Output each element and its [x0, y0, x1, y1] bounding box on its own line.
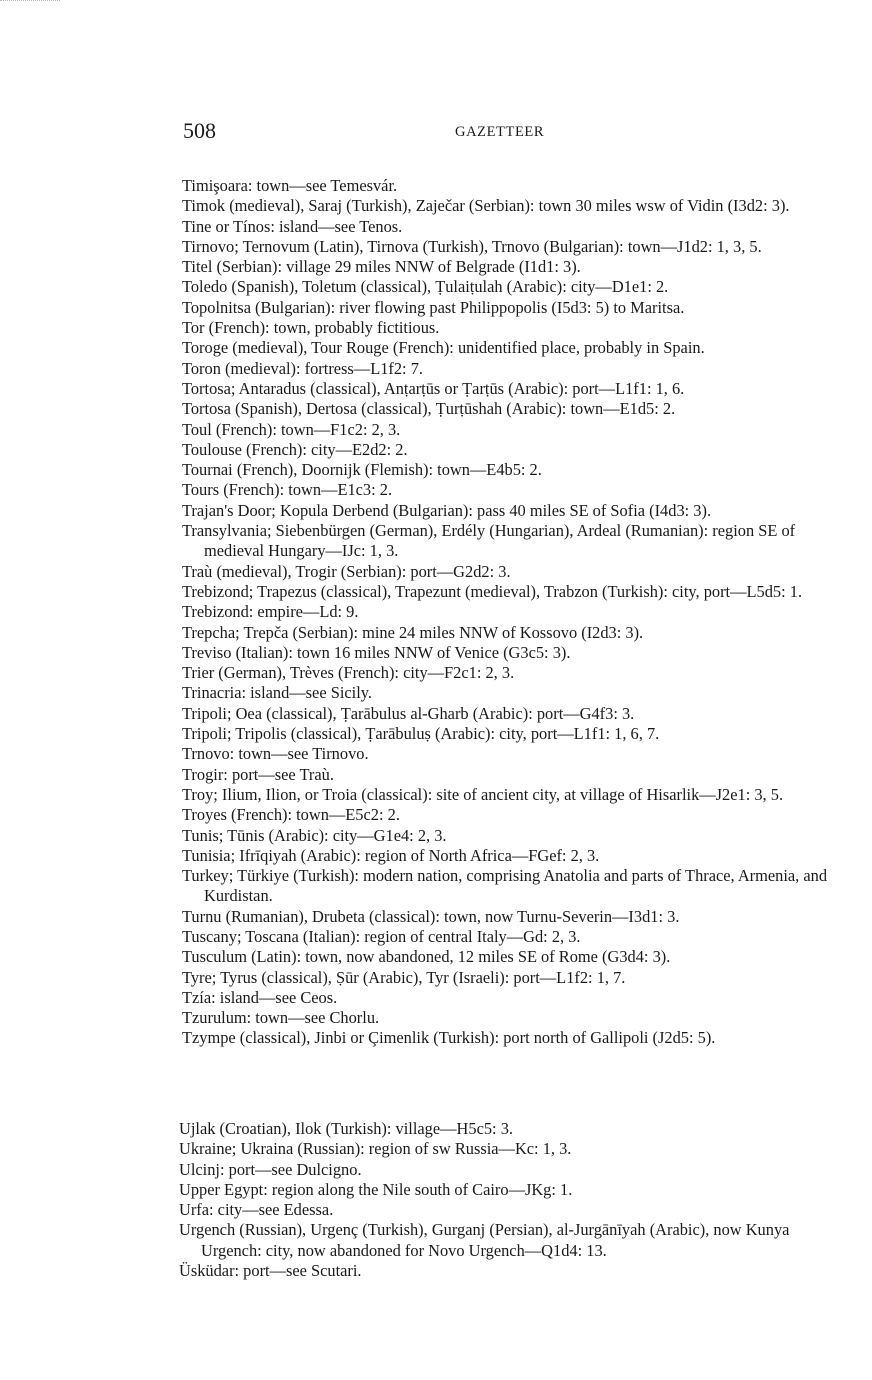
gazetteer-entry: Troyes (French): town—E5c2: 2. — [182, 805, 400, 825]
gazetteer-entry: Tirnovo; Ternovum (Latin), Tirnova (Turkish), Trnovo (Bulgarian): town—J1d2: 1, 3, 5. — [182, 236, 762, 256]
gazetteer-entry: Tzympe (classical), Jinbi or Çimenlik (Turkish): port north of Gallipoli (J2d5: 5). — [182, 1028, 716, 1048]
gazetteer-entry: Titel (Serbian): village 29 miles NNW of Belgrade (I1d1: 3). — [182, 257, 581, 277]
gazetteer-entry: Trajan's Door; Kopula Derbend (Bulgarian): pass 40 miles SE of Sofia (I4d3: 3). — [182, 500, 712, 520]
gazetteer-entry: Tuscany; Toscana (Italian): region of central Italy—Gd: 2, 3. — [182, 926, 581, 946]
gazetteer-entry: Transylvania; Siebenbürgen (German), Erdély (Hungarian), Ardeal (Rumanian): region SE of medieval Hungary—IJc: 1, 3. — [182, 521, 796, 561]
gazetteer-entry: Trinacria: island—see Sicily. — [182, 683, 372, 703]
gazetteer-entry: Tortosa (Spanish), Dertosa (classical), Ṭurṭūshah (Arabic): town—E1d5: 2. — [182, 399, 676, 419]
gazetteer-entry: Troy; Ilium, Ilion, or Troia (classical): site of ancient city, at village of Hisarlik—J2e1: 3, 5. — [182, 784, 784, 804]
running-head: GAZETTEER — [455, 124, 545, 140]
gazetteer-entry: Trepcha; Trepča (Serbian): mine 24 miles NNW of Kossovo (I2d3: 3). — [182, 622, 644, 642]
gazetteer-entry: Tzurulum: town—see Chorlu. — [182, 1008, 380, 1028]
gazetteer-entry: Timok (medieval), Saraj (Turkish), Zaječar (Serbian): town 30 miles wsw of Vidin (I3d2: 3). — [182, 196, 790, 216]
gazetteer-entry: Toledo (Spanish), Toletum (classical), Ṭulaiṭulah (Arabic): city—D1e1: 2. — [182, 277, 669, 297]
gazetteer-entry: Urfa: city—see Edessa. — [179, 1200, 334, 1220]
gazetteer-entry: Tor (French): town, probably fictitious. — [182, 318, 440, 338]
gazetteer-entry: Trnovo: town—see Tirnovo. — [182, 744, 369, 764]
gazetteer-entry: Toroge (medieval), Tour Rouge (French): unidentified place, probably in Spain. — [182, 338, 705, 358]
gazetteer-entry: Üsküdar: port—see Scutari. — [179, 1261, 362, 1281]
gazetteer-entry: Ulcinj: port—see Dulcigno. — [179, 1159, 362, 1179]
gazetteer-entry: Traù (medieval), Trogir (Serbian): port—G2d2: 3. — [182, 561, 511, 581]
gazetteer-entry: Ujlak (Croatian), Ilok (Turkish): village—H5c5: 3. — [179, 1119, 513, 1138]
gazetteer-entry: Trebizond; Trapezus (classical), Trapezunt (medieval), Trabzon (Turkish): city, port—L5d5: 1. — [182, 581, 803, 601]
gazetteer-entry: Urgench (Russian), Urgenç (Turkish), Gurganj (Persian), al-Jurgānīyah (Arabic), now Kunya Urgench: city, now abandoned for Novo Urgench—Q1d4: 13. — [179, 1220, 790, 1260]
gazetteer-entry: Toron (medieval): fortress—L1f2: 7. — [182, 358, 424, 378]
gazetteer-entry: Tortosa; Antaradus (classical), Anṭarṭūs or Ṭarṭūs (Arabic): port—L1f1: 1, 6. — [182, 378, 685, 398]
gazetteer-entry: Tournai (French), Doornijk (Flemish): town—E4b5: 2. — [182, 460, 542, 480]
gazetteer-entry: Ukraine; Ukraina (Russian): region of sw Russia—Kc: 1, 3. — [179, 1139, 572, 1159]
gazetteer-entry: Tusculum (Latin): town, now abandoned, 12 miles SE of Rome (G3d4: 3). — [182, 947, 671, 967]
gazetteer-entries-u — [179, 1119, 841, 1281]
gazetteer-entry: Tripoli; Oea (classical), Ṭarābulus al-Gharb (Arabic): port—G4f3: 3. — [182, 703, 635, 723]
gazetteer-entries-t — [182, 176, 838, 1049]
gazetteer-entry: Tunis; Tūnis (Arabic): city—G1e4: 2, 3. — [182, 825, 447, 845]
gazetteer-entry: Trier (German), Trèves (French): city—F2c1: 2, 3. — [182, 663, 515, 683]
gazetteer-entry: Timişoara: town—see Temesvár. — [182, 176, 398, 195]
scan-edge-mark — [0, 0, 60, 5]
gazetteer-entry: Topolnitsa (Bulgarian): river flowing past Philippopolis (I5d3: 5) to Maritsa. — [182, 297, 685, 317]
gazetteer-entry: Tripoli; Tripolis (classical), Ṭarābuluṣ (Arabic): city, port—L1f1: 1, 6, 7. — [182, 724, 660, 744]
page-number: 508 — [183, 118, 216, 143]
gazetteer-entry: Toulouse (French): city—E2d2: 2. — [182, 439, 408, 459]
gazetteer-entry: Tours (French): town—E1c3: 2. — [182, 480, 393, 500]
gazetteer-entry: Turkey; Türkiye (Turkish): modern nation, comprising Anatolia and parts of Thrace, Armenia, and Kurdistan. — [182, 866, 828, 906]
gazetteer-entry: Toul (French): town—F1c2: 2, 3. — [182, 419, 401, 439]
gazetteer-entry: Turnu (Rumanian), Drubeta (classical): town, now Turnu-Severin—I3d1: 3. — [182, 906, 680, 926]
gazetteer-entry: Trebizond: empire—Ld: 9. — [182, 602, 359, 622]
gazetteer-entry: Tzía: island—see Ceos. — [182, 987, 338, 1007]
gazetteer-entry: Trogir: port—see Traù. — [182, 764, 334, 784]
gazetteer-entry: Tunisia; Ifrīqiyah (Arabic): region of North Africa—FGef: 2, 3. — [182, 845, 600, 865]
gazetteer-entry: Tine or Tínos: island—see Tenos. — [182, 216, 403, 236]
gazetteer-entry: Treviso (Italian): town 16 miles NNW of Venice (G3c5: 3). — [182, 642, 571, 662]
gazetteer-entry: Upper Egypt: region along the Nile south of Cairo—JKg: 1. — [179, 1179, 573, 1199]
gazetteer-entry: Tyre; Tyrus (classical), Ṣūr (Arabic), Tyr (Israeli): port—L1f2: 1, 7. — [182, 967, 626, 987]
